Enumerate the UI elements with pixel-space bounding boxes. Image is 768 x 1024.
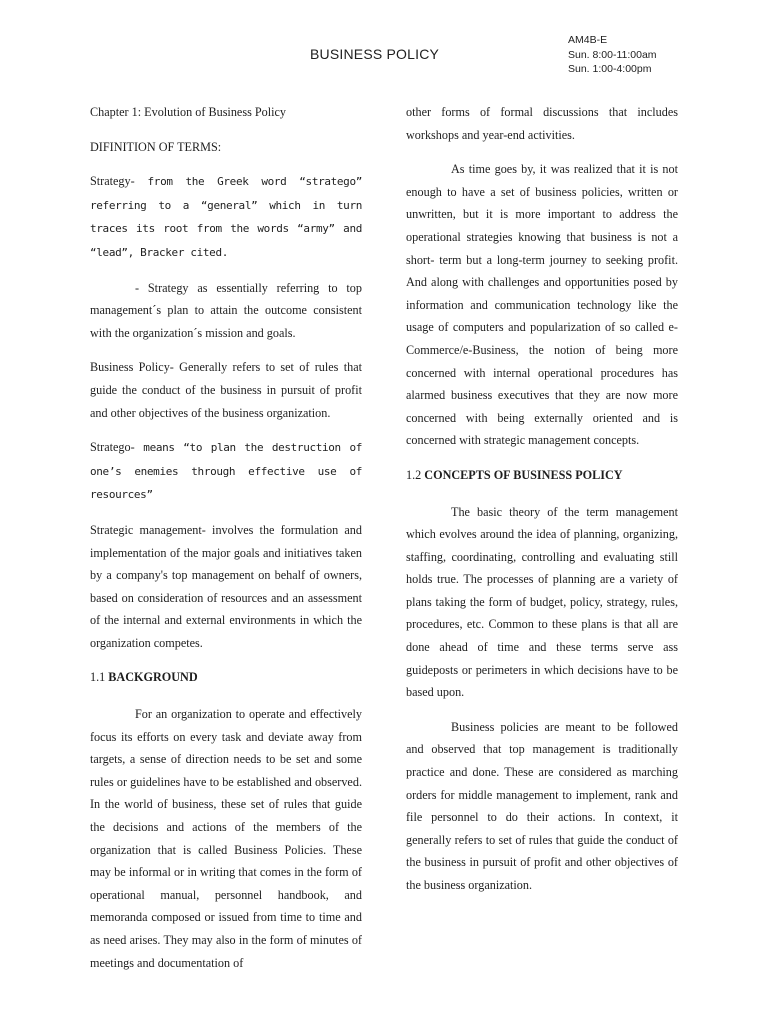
stratego-definition-text: means “to plan the destruction of one’s enemies through effective use of resources”	[90, 441, 362, 502]
concepts-heading	[406, 464, 678, 487]
strategy-term: Strategy-	[90, 174, 135, 189]
continuation-paragraph: other forms of formal discussions that includes workshops and year-end activities.	[406, 105, 678, 142]
strategy-definition-text: from the Greek word “stratego” referring to a “general” which in turn traces its root from the words “army” and “lead”, Bracker cited.	[90, 175, 362, 259]
strategic-management-definition: Strategic management- involves the formulation and implementation of the major goals and initiatives taken by a company's top management on behalf of owners, based on consideration of resources and an assessment of the internal and external environments in which the organization competes.	[90, 522, 362, 650]
time-paragraph: As time goes by, it was realized that it is not enough to have a set of business policies, written or unwritten, but it is more important to address the operational strategies knowing that business is not a short- term but a long-term journey to seeking profit. And along with challenges and opportunities posed by information and communication technology like the usage of computers and popularization of so called e-Commerce/e-Business, the notion of being more concerned with internal operational procedures has alarmed business executives that they are now more concerned with being externally oriented and is concerned with strategic management concepts.	[406, 162, 678, 448]
strategy-definition	[90, 170, 362, 264]
background-number: 1.1	[90, 670, 109, 685]
business-policy-definition: Business Policy- Generally refers to set of rules that guide the conduct of the business in pursuit of profit and other objectives of the business organization.	[90, 360, 362, 420]
background-title: BACKGROUND	[108, 670, 198, 685]
right-column	[406, 101, 678, 909]
stratego-definition	[90, 436, 362, 507]
schedule-line-2: Sun. 1:00-4:00pm	[568, 63, 652, 75]
policies-paragraph: Business policies are meant to be followed and observed that top management is traditionally practice and done. These are considered as marching orders for middle management to implement, rank and file personnel to do their actions. In context, it generally refers to set of rules that guide the conduct of the business in pursuit of profit and other objectives of the business organization.	[406, 719, 678, 892]
concepts-number: 1.2	[406, 467, 425, 482]
left-column	[90, 101, 362, 986]
theory-paragraph: The basic theory of the term management which evolves around the idea of planning, organizing, staffing, coordinating, controlling and evaluating still holds true. The processes of planning are a variety of plans taking the form of budget, policy, strategy, rules, procedures, etc. Common to these plans is that all are done ahead of time and these terms serve ass guideposts or perimeters in which decisions have to be based upon.	[406, 504, 678, 700]
chapter-heading: Chapter 1: Evolution of Business Policy	[90, 105, 287, 119]
background-heading	[90, 666, 362, 689]
strategy-note: - Strategy as essentially referring to top management´s plan to attain the outcome consistent with the organization´s mission and goals.	[90, 280, 362, 340]
header-info	[568, 33, 657, 77]
background-paragraph: For an organization to operate and effectively focus its efforts on every task and deviate away from targets, a sense of direction needs to be set and some rules or guidelines have to be established and observed. In the world of business, these set of rules that guide the decisions and actions of the members of the organization that is called Business Policies. These may be informal or in writing that comes in the form of operational manual, personnel handbook, and memoranda composed or issued from time to time and as need arises. They may also in the form of minutes of meetings and documentation of	[90, 707, 362, 970]
definition-heading: DIFINITION OF TERMS:	[90, 139, 222, 154]
concepts-title: CONCEPTS OF BUSINESS POLICY	[424, 467, 623, 482]
document-title: BUSINESS POLICY	[310, 46, 440, 62]
schedule-line-1: Sun. 8:00-11:00am	[568, 48, 657, 61]
section-code: AM4B-E	[568, 34, 608, 46]
stratego-term: Stratego-	[90, 440, 135, 455]
